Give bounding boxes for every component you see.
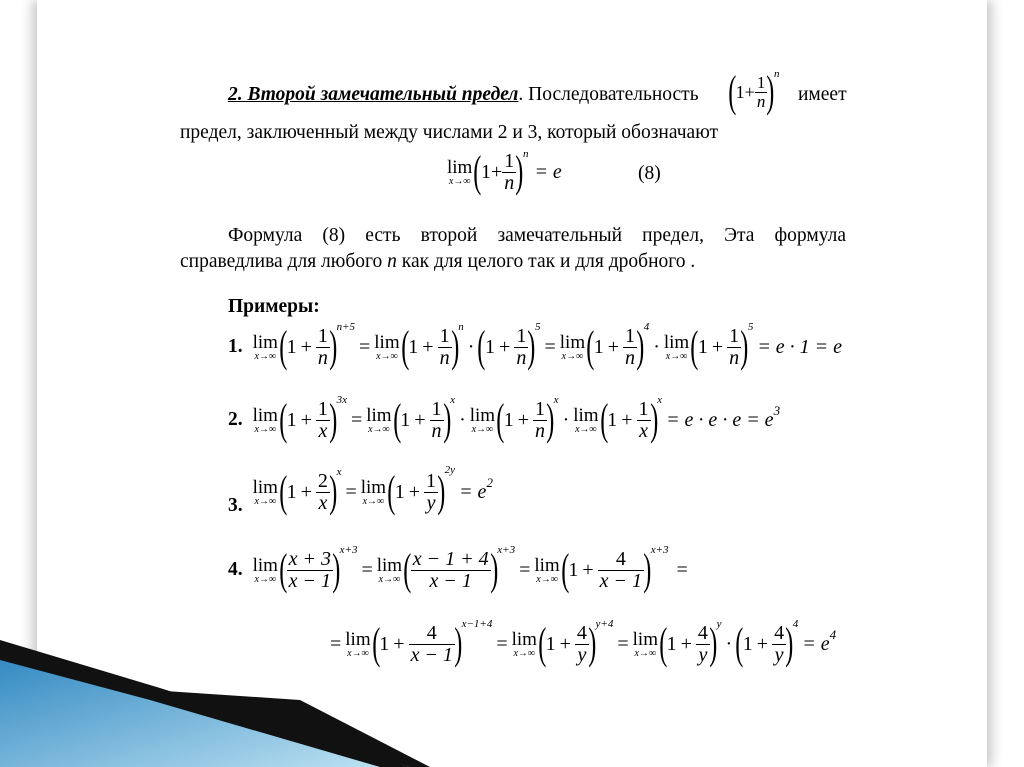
- formula-8: lim x→∞ ( 1+ $\frac{1}{n}$ ) n = e: [447, 147, 562, 196]
- paragraph-line1: Формула (8) есть второй замечательный предел, Эта формула: [228, 225, 846, 246]
- paragraph-line2: справедлива для любого n как для целого так и для дробного .: [180, 251, 696, 272]
- examples-title: Примеры:: [228, 296, 320, 317]
- heading-text-before: . Последовательность: [518, 84, 699, 105]
- example-1: 1. lim x→∞ ( 1 + $\frac{1}{n}$ ) n+5 = lim x→∞ ( 1 + $\frac{1}{n}$ ) n · ( 1 + $\frac{1}{n}$ ) 5 = lim x→∞ ( 1 + $\frac{1}{n}$ ) 4 · lim x→∞ ( 1 + $\frac{1}{n}$ ) 5 = e · 1 = e: [228, 321, 843, 371]
- heading-text-after: имеет: [798, 84, 847, 105]
- sequence-formula: ( 1+ $\frac{1}{n}$ ) n: [728, 67, 780, 116]
- heading-line: [228, 84, 699, 106]
- example-4-continued: = lim x→∞ ( 1 + $\frac{4}{x - 1}$ ) x−1+4 = lim x→∞ ( 1 + $\frac{4}{y}$ ) y+4 = lim x→∞ ( 1 + $\frac{4}{y}$ ) y · ( 1 + $\frac{4}{y}$ ) 4 = $e^4$: [330, 618, 837, 668]
- example-4: 4. lim x→∞ ( $\frac{x + 3}{x - 1}$ ) x+3 = lim x→∞ ( $\frac{x - 1 + 4}{x - 1}$ ) x+3 = lim x→∞ ( 1 + $\frac{4}{x - 1}$ ) x+3 =: [228, 544, 688, 594]
- example-2: 2. lim x→∞ ( 1 + $\frac{1}{x}$ ) 3x = lim x→∞ ( 1 + $\frac{1}{n}$ ) x · lim x→∞ ( 1 + $\frac{1}{n}$ ) x · lim x→∞ ( 1 + $\frac{1}{x}$ ) x = $e \cdot e \cdot e = e^3$: [228, 394, 781, 444]
- formula-label: (8): [638, 163, 661, 184]
- section-title: 2. Второй замечательный предел: [228, 84, 519, 105]
- line2: предел, заключенный между числами 2 и 3, который обозначают: [180, 122, 719, 143]
- example-3: 3. lim x→∞ ( 1 + $\frac{2}{x}$ ) x = lim x→∞ ( 1 + $\frac{1}{y}$ ) 2y = $e^2$: [228, 464, 493, 516]
